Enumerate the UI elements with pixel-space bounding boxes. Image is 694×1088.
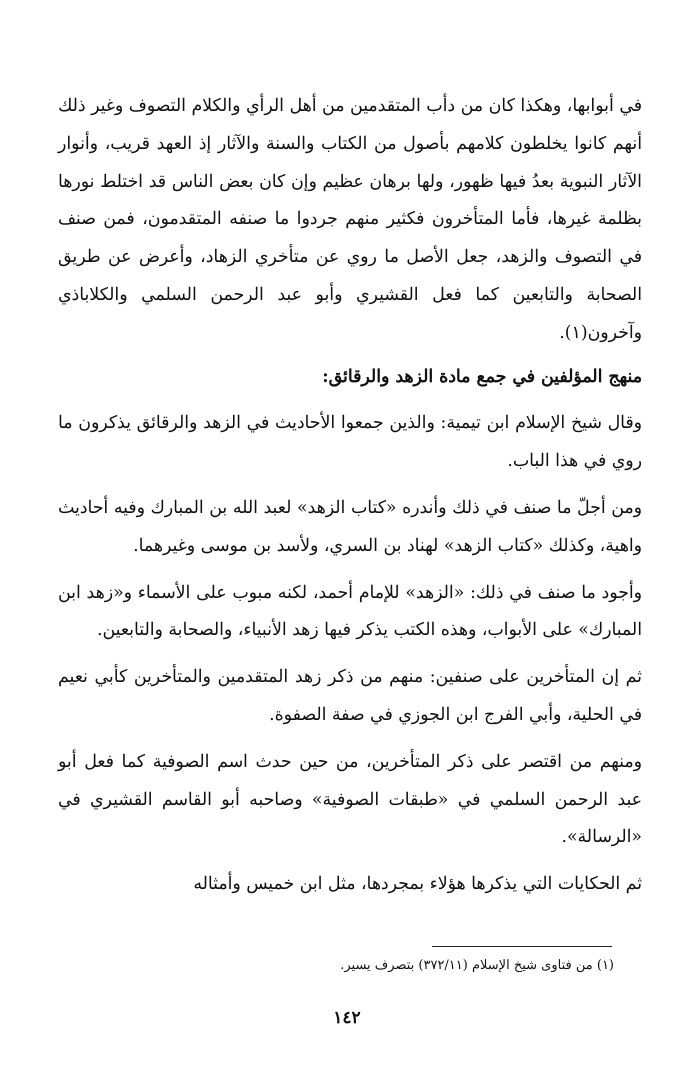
paragraph: وأجود ما صنف في ذلك: «الزهد» للإمام أحمد، لكنه مبوب على الأسماء و«زهد ابن المبارك» على الأبواب، وهذه الكتب يذكر فيها زهد الأنبياء، والصحابة والتابعين.: [58, 582, 642, 641]
footnote: (١) من فتاوى شيخ الإسلام (٣٧٢/١١) بتصرف يسير.: [340, 958, 614, 973]
paragraph: ومن أجلّ ما صنف في ذلك وأندره «كتاب الزهد» لعبد الله بن المبارك وفيه أحاديث واهية، وكذلك «كتاب الزهد» لهناد بن السري، ولأسد بن موسى وغيرهما.: [58, 497, 642, 556]
page-number: ١٤٢: [333, 1008, 361, 1028]
paragraph: ثم الحكايات التي يذكرها هؤلاء بمجردها، مثل ابن خميس وأمثاله: [193, 874, 642, 895]
footnote-divider: [432, 946, 612, 947]
paragraph: في أبوابها، وهكذا كان من دأب المتقدمين من أهل الرأي والكلام التصوف وغير ذلك أنهم كانوا يخلطون كلامهم بأصول من الكتاب والسنة والآثار إذ العهد قريب، وأنوار الآثار النبوية بعدُ فيها ظهور، ولها برهان عظيم وإن كان بعض الناس قد اختلط نورها بظلمة غيرها، فأما المتأخرون فكثير منهم جردوا ما صنفه المتقدمون، فمن صنف في التصوف والزهد، جعل الأصل ما روي عن متأخري الزهاد، وأعرض عن طريق الصحابة والتابعين كما فعل القشيري وأبو عبد الرحمن السلمي والكلاباذي وآخرون(١).: [58, 96, 642, 343]
body-text: [58, 88, 642, 904]
paragraph: وقال شيخ الإسلام ابن تيمية: والذين جمعوا الأحاديث في الزهد والرقائق يذكرون ما روي في هذا الباب.: [58, 413, 642, 472]
paragraph: ثم إن المتأخرين على صنفين: منهم من ذكر زهد المتقدمين والمتأخرين كأبي نعيم في الحلية، وأبي الفرج ابن الجوزي في صفة الصفوة.: [58, 667, 642, 725]
section-heading: منهج المؤلفين في جمع مادة الزهد والرقائق:: [322, 366, 642, 387]
paragraph: ومنهم من اقتصر على ذكر المتأخرين، من حين حدث اسم الصوفية كما فعل أبو عبد الرحمن السلمي في «طبقات الصوفية» وصاحبه أبو القاسم القشيري في «الرسالة».: [58, 751, 642, 848]
